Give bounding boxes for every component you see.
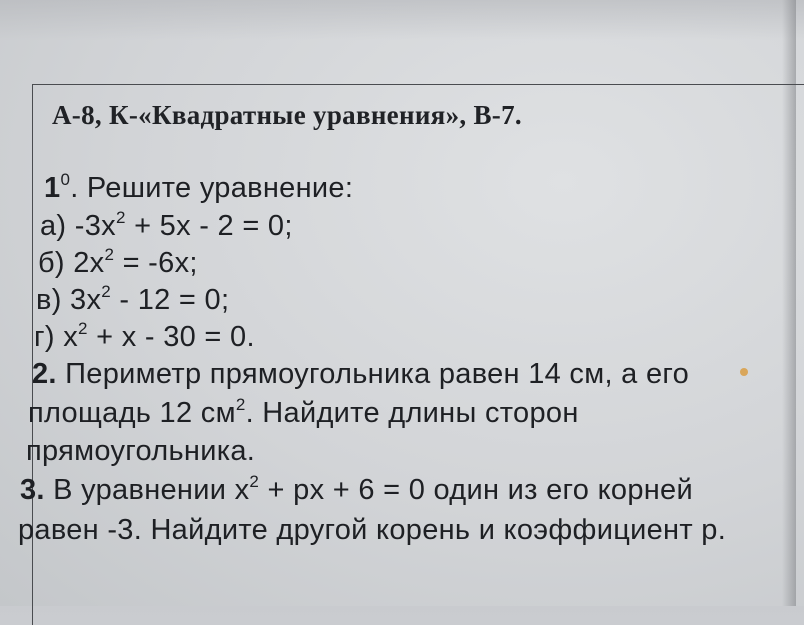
task-3-line-2: равен -3. Найдите другой корень и коэффициент р. — [18, 514, 727, 546]
equation-rest: + x - 30 = 0. — [96, 321, 255, 353]
task-1-item-g — [34, 321, 255, 354]
equation-term: x — [63, 321, 79, 353]
equation-exponent: 2 — [115, 208, 126, 227]
equation-rest: = -6x; — [122, 247, 198, 279]
task-2-line-3: прямоугольника. — [26, 435, 256, 467]
task-2-exponent: 2 — [235, 395, 246, 414]
task-2-text: площадь 12 см — [28, 397, 236, 429]
ink-mark — [740, 368, 748, 376]
task-2-text: Периметр прямоугольника равен 14 см, а его — [65, 358, 690, 390]
equation-exponent: 2 — [104, 245, 115, 264]
worksheet-title: А-8, К-«Квадратные уравнения», В-7. — [52, 100, 522, 130]
task-3-number: 3. — [20, 474, 45, 506]
equation-rest: - 12 = 0; — [119, 284, 230, 316]
task-2-line-2 — [28, 397, 579, 430]
equation-term: 2x — [73, 247, 105, 279]
task-3-text: + px + 6 = 0 один из его корней — [267, 474, 693, 506]
equation-exponent: 2 — [78, 319, 88, 338]
item-label: г) — [34, 321, 55, 353]
item-label: а) — [40, 210, 67, 242]
task-1-heading — [44, 172, 353, 205]
task-1-prompt: . Решите уравнение: — [70, 172, 354, 204]
item-label: в) — [36, 284, 62, 316]
task-1-number-sup: 0 — [60, 170, 71, 189]
equation-term: -3x — [74, 210, 116, 242]
task-2-line-1 — [32, 358, 689, 391]
equation-exponent: 2 — [101, 282, 112, 301]
equation-rest: + 5x - 2 = 0; — [134, 210, 293, 242]
item-label: б) — [38, 247, 65, 279]
task-1-item-b — [38, 247, 198, 280]
task-3-exponent: 2 — [249, 472, 260, 491]
paper-fold-shadow — [0, 0, 804, 40]
task-1-item-v — [36, 284, 229, 317]
task-1-number: 1 — [44, 172, 61, 204]
task-2-text: . Найдите длины сторон — [245, 397, 579, 429]
task-1-item-a — [40, 210, 293, 243]
task-3-text: В уравнении x — [53, 474, 250, 506]
equation-term: 3x — [70, 284, 102, 316]
task-2-number: 2. — [32, 358, 57, 390]
task-3-line-1 — [20, 474, 693, 507]
